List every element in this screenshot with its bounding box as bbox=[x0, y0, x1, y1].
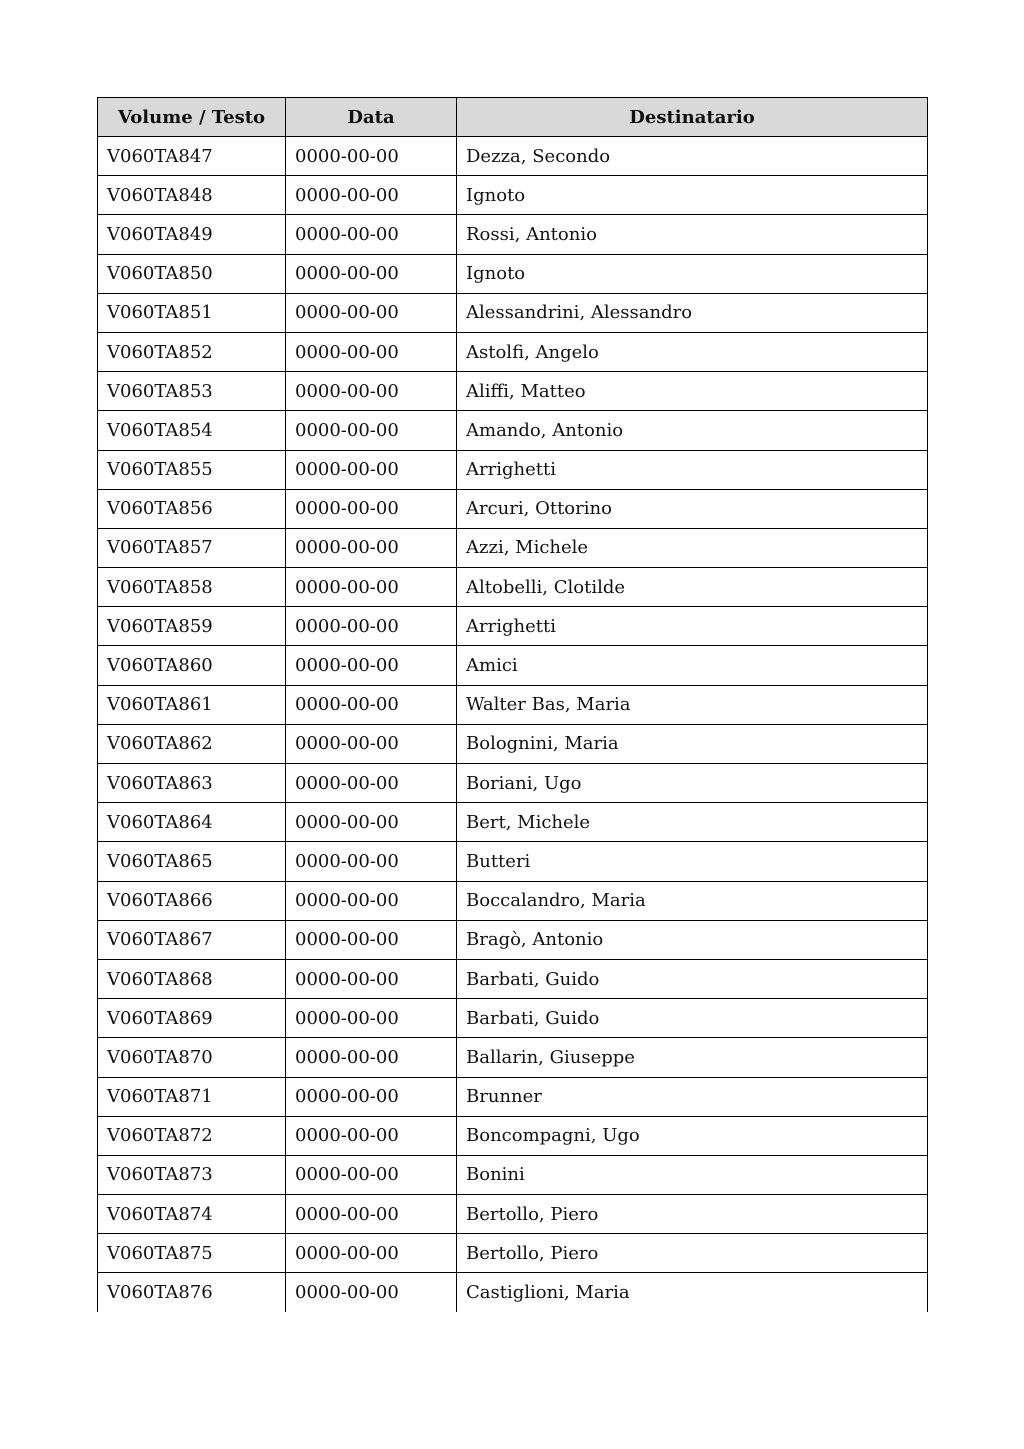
cell-data: 0000-00-00 bbox=[286, 176, 457, 215]
cell-data: 0000-00-00 bbox=[286, 685, 457, 724]
cell-destinatario: Ignoto bbox=[457, 254, 928, 293]
cell-volume: V060TA872 bbox=[98, 1116, 286, 1155]
cell-destinatario: Arrighetti bbox=[457, 607, 928, 646]
cell-data: 0000-00-00 bbox=[286, 528, 457, 567]
table-row bbox=[98, 568, 928, 607]
cell-destinatario: Ballarin, Giuseppe bbox=[457, 1038, 928, 1077]
cell-data: 0000-00-00 bbox=[286, 293, 457, 332]
cell-data: 0000-00-00 bbox=[286, 842, 457, 881]
cell-data: 0000-00-00 bbox=[286, 137, 457, 176]
column-header-volume: Volume / Testo bbox=[98, 98, 286, 137]
cell-data: 0000-00-00 bbox=[286, 1077, 457, 1116]
cell-destinatario: Butteri bbox=[457, 842, 928, 881]
cell-volume: V060TA863 bbox=[98, 764, 286, 803]
table-row bbox=[98, 137, 928, 176]
cell-data: 0000-00-00 bbox=[286, 999, 457, 1038]
cell-volume: V060TA852 bbox=[98, 332, 286, 371]
cell-data: 0000-00-00 bbox=[286, 1234, 457, 1273]
cell-volume: V060TA855 bbox=[98, 450, 286, 489]
cell-destinatario: Astolfi, Angelo bbox=[457, 332, 928, 371]
table-row bbox=[98, 764, 928, 803]
cell-volume: V060TA851 bbox=[98, 293, 286, 332]
cell-volume: V060TA865 bbox=[98, 842, 286, 881]
cell-destinatario: Walter Bas, Maria bbox=[457, 685, 928, 724]
table-row bbox=[98, 959, 928, 998]
table-row bbox=[98, 1116, 928, 1155]
cell-volume: V060TA864 bbox=[98, 803, 286, 842]
cell-volume: V060TA874 bbox=[98, 1195, 286, 1234]
cell-volume: V060TA870 bbox=[98, 1038, 286, 1077]
cell-destinatario: Bolognini, Maria bbox=[457, 724, 928, 763]
cell-destinatario: Bonini bbox=[457, 1155, 928, 1194]
table-row bbox=[98, 293, 928, 332]
table-row bbox=[98, 646, 928, 685]
cell-destinatario: Barbati, Guido bbox=[457, 999, 928, 1038]
cell-volume: V060TA850 bbox=[98, 254, 286, 293]
cell-destinatario: Altobelli, Clotilde bbox=[457, 568, 928, 607]
cell-data: 0000-00-00 bbox=[286, 764, 457, 803]
cell-data: 0000-00-00 bbox=[286, 1116, 457, 1155]
cell-volume: V060TA860 bbox=[98, 646, 286, 685]
cell-destinatario: Boncompagni, Ugo bbox=[457, 1116, 928, 1155]
cell-volume: V060TA866 bbox=[98, 881, 286, 920]
table-row bbox=[98, 450, 928, 489]
table-header-row bbox=[98, 98, 928, 137]
cell-volume: V060TA868 bbox=[98, 959, 286, 998]
table-row bbox=[98, 803, 928, 842]
table-row bbox=[98, 528, 928, 567]
table-row bbox=[98, 489, 928, 528]
cell-destinatario: Rossi, Antonio bbox=[457, 215, 928, 254]
cell-data: 0000-00-00 bbox=[286, 1273, 457, 1312]
cell-destinatario: Alessandrini, Alessandro bbox=[457, 293, 928, 332]
cell-volume: V060TA853 bbox=[98, 372, 286, 411]
cell-data: 0000-00-00 bbox=[286, 1038, 457, 1077]
cell-volume: V060TA858 bbox=[98, 568, 286, 607]
table-body bbox=[98, 137, 928, 1313]
cell-volume: V060TA848 bbox=[98, 176, 286, 215]
cell-destinatario: Bragò, Antonio bbox=[457, 920, 928, 959]
table-row bbox=[98, 372, 928, 411]
table-row bbox=[98, 1273, 928, 1312]
cell-volume: V060TA854 bbox=[98, 411, 286, 450]
table-row bbox=[98, 254, 928, 293]
table-row bbox=[98, 842, 928, 881]
cell-data: 0000-00-00 bbox=[286, 372, 457, 411]
cell-data: 0000-00-00 bbox=[286, 724, 457, 763]
cell-data: 0000-00-00 bbox=[286, 568, 457, 607]
table-row bbox=[98, 1077, 928, 1116]
cell-data: 0000-00-00 bbox=[286, 803, 457, 842]
table-row bbox=[98, 215, 928, 254]
cell-volume: V060TA861 bbox=[98, 685, 286, 724]
cell-volume: V060TA873 bbox=[98, 1155, 286, 1194]
table-row bbox=[98, 1038, 928, 1077]
cell-destinatario: Ignoto bbox=[457, 176, 928, 215]
cell-destinatario: Dezza, Secondo bbox=[457, 137, 928, 176]
cell-data: 0000-00-00 bbox=[286, 215, 457, 254]
cell-destinatario: Barbati, Guido bbox=[457, 959, 928, 998]
letters-table bbox=[97, 97, 928, 1312]
cell-data: 0000-00-00 bbox=[286, 254, 457, 293]
cell-destinatario: Boriani, Ugo bbox=[457, 764, 928, 803]
cell-volume: V060TA875 bbox=[98, 1234, 286, 1273]
cell-data: 0000-00-00 bbox=[286, 1195, 457, 1234]
cell-volume: V060TA871 bbox=[98, 1077, 286, 1116]
cell-data: 0000-00-00 bbox=[286, 450, 457, 489]
table-row bbox=[98, 920, 928, 959]
table-row bbox=[98, 176, 928, 215]
cell-volume: V060TA849 bbox=[98, 215, 286, 254]
cell-data: 0000-00-00 bbox=[286, 881, 457, 920]
column-header-destinatario: Destinatario bbox=[457, 98, 928, 137]
cell-data: 0000-00-00 bbox=[286, 646, 457, 685]
table-row bbox=[98, 881, 928, 920]
table-row bbox=[98, 1195, 928, 1234]
table-row bbox=[98, 685, 928, 724]
cell-volume: V060TA869 bbox=[98, 999, 286, 1038]
cell-destinatario: Bertollo, Piero bbox=[457, 1234, 928, 1273]
cell-data: 0000-00-00 bbox=[286, 607, 457, 646]
cell-destinatario: Aliffi, Matteo bbox=[457, 372, 928, 411]
cell-data: 0000-00-00 bbox=[286, 1155, 457, 1194]
cell-destinatario: Amici bbox=[457, 646, 928, 685]
cell-destinatario: Boccalandro, Maria bbox=[457, 881, 928, 920]
cell-destinatario: Arrighetti bbox=[457, 450, 928, 489]
cell-volume: V060TA847 bbox=[98, 137, 286, 176]
table-row bbox=[98, 724, 928, 763]
table-row bbox=[98, 411, 928, 450]
cell-destinatario: Amando, Antonio bbox=[457, 411, 928, 450]
column-header-data: Data bbox=[286, 98, 457, 137]
cell-data: 0000-00-00 bbox=[286, 489, 457, 528]
table-row bbox=[98, 1234, 928, 1273]
cell-destinatario: Brunner bbox=[457, 1077, 928, 1116]
cell-data: 0000-00-00 bbox=[286, 959, 457, 998]
table-row bbox=[98, 607, 928, 646]
cell-volume: V060TA857 bbox=[98, 528, 286, 567]
cell-volume: V060TA856 bbox=[98, 489, 286, 528]
cell-destinatario: Arcuri, Ottorino bbox=[457, 489, 928, 528]
cell-destinatario: Azzi, Michele bbox=[457, 528, 928, 567]
cell-destinatario: Bertollo, Piero bbox=[457, 1195, 928, 1234]
table-row bbox=[98, 1155, 928, 1194]
cell-volume: V060TA867 bbox=[98, 920, 286, 959]
cell-volume: V060TA862 bbox=[98, 724, 286, 763]
cell-data: 0000-00-00 bbox=[286, 920, 457, 959]
cell-destinatario: Bert, Michele bbox=[457, 803, 928, 842]
cell-volume: V060TA859 bbox=[98, 607, 286, 646]
cell-data: 0000-00-00 bbox=[286, 411, 457, 450]
cell-destinatario: Castiglioni, Maria bbox=[457, 1273, 928, 1312]
table-row bbox=[98, 332, 928, 371]
cell-volume: V060TA876 bbox=[98, 1273, 286, 1312]
table-row bbox=[98, 999, 928, 1038]
cell-data: 0000-00-00 bbox=[286, 332, 457, 371]
